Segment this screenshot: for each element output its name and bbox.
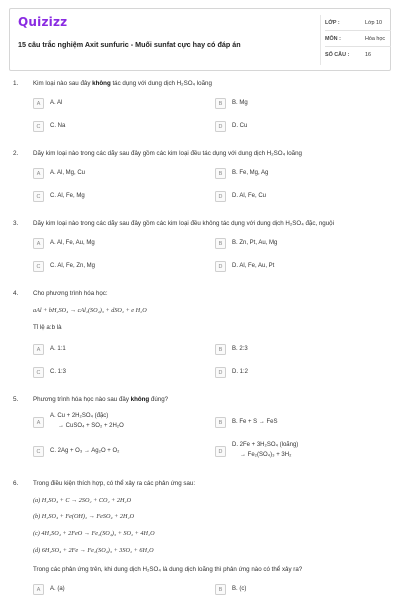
option-letter-box: C bbox=[33, 191, 44, 202]
option-a[interactable] bbox=[33, 98, 183, 111]
meta-label: LỚP : bbox=[325, 20, 340, 26]
option-c[interactable] bbox=[33, 367, 183, 380]
option-letter-box: C bbox=[33, 367, 44, 378]
option-a[interactable] bbox=[33, 584, 183, 597]
option-d[interactable] bbox=[215, 261, 365, 274]
question-text-emphasis: không bbox=[130, 396, 150, 403]
option-text: C. Al, Fe, Mg bbox=[50, 193, 85, 199]
option-c[interactable] bbox=[33, 446, 183, 459]
reaction-b: (b) H₂SO₄ + Fe(OH)₂ → FeSO₄ + 2H₂O bbox=[33, 513, 135, 520]
quizizz-logo: Quizizz bbox=[18, 15, 68, 29]
option-text: D. Al, Fe, Au, Pt bbox=[232, 263, 275, 269]
option-b[interactable] bbox=[215, 238, 365, 251]
reaction-d: (d) 6H₂SO₄ + 2Fe → Fe₂(SO₄)₃ + 3SO₂ + 6H₂O bbox=[33, 547, 154, 554]
header-divider bbox=[320, 15, 321, 65]
meta-label: SỐ CÂU : bbox=[325, 52, 350, 58]
question-number: 3. bbox=[13, 220, 19, 227]
option-letter-box: A bbox=[33, 98, 44, 109]
option-a[interactable] bbox=[33, 238, 183, 251]
option-text: A. 1:1 bbox=[50, 346, 66, 352]
option-a[interactable] bbox=[33, 344, 183, 357]
option-c[interactable] bbox=[33, 121, 183, 134]
option-letter-box: B bbox=[215, 238, 226, 249]
option-letter-box: B bbox=[215, 98, 226, 109]
question-number: 6. bbox=[13, 480, 19, 487]
question-text bbox=[33, 80, 378, 88]
question-text-part: đúng? bbox=[149, 396, 169, 403]
option-text: D. Cu bbox=[232, 123, 248, 129]
option-letter-box: B bbox=[215, 584, 226, 595]
meta-value: 16 bbox=[365, 52, 371, 58]
option-text: D. Al, Fe, Cu bbox=[232, 193, 267, 199]
option-text: B. 2:3 bbox=[232, 346, 248, 352]
option-letter-box: D bbox=[215, 121, 226, 132]
option-c[interactable] bbox=[33, 261, 183, 274]
option-letter-box: C bbox=[33, 261, 44, 272]
question-text-part: tác dụng với dung dịch H₂SO₄ loãng bbox=[110, 80, 212, 87]
reaction-a: (a) H₂SO₄ + C → 2SO₂ + CO₂ + 2H₂O bbox=[33, 497, 132, 504]
question-number: 5. bbox=[13, 396, 19, 403]
option-text: A. Al, Mg, Cu bbox=[50, 170, 86, 176]
question-text: Dãy kim loại nào trong các dãy sau đây gồm các kim loại đều không tác dụng với dung dịch H₂SO₄ đặc, nguội bbox=[33, 220, 334, 227]
question-text: Trong điều kiện thích hợp, có thể xảy ra các phản ứng sau: bbox=[33, 480, 196, 487]
meta-row-subject bbox=[325, 31, 391, 47]
option-letter-box: B bbox=[215, 168, 226, 179]
option-letter-box: D bbox=[215, 367, 226, 378]
option-text-line2: → Fe₂(SO₄)₃ + 3H₂ bbox=[240, 452, 292, 458]
option-text: A. Al bbox=[50, 100, 63, 106]
question-subtext: Tỉ lệ a:b là bbox=[33, 324, 62, 331]
meta-row-count bbox=[325, 47, 391, 63]
option-letter-box: C bbox=[33, 446, 44, 457]
option-a[interactable] bbox=[33, 168, 183, 181]
question-text-part: Kim loại nào sau đây bbox=[33, 80, 93, 87]
question-number: 1. bbox=[13, 80, 19, 87]
option-letter-box: D bbox=[215, 191, 226, 202]
meta-value: Hóa học bbox=[365, 36, 386, 42]
option-d[interactable] bbox=[215, 441, 365, 463]
option-b[interactable] bbox=[215, 584, 365, 597]
question-text bbox=[33, 396, 378, 404]
option-text: B. Fe + S → FeS bbox=[232, 419, 278, 425]
option-d[interactable] bbox=[215, 191, 365, 204]
option-text-line2: → CuSO₄ + SO₂ + 2H₂O bbox=[58, 423, 124, 429]
option-letter-box: A bbox=[33, 168, 44, 179]
question-text-part: Phương trình hóa học nào sau đây bbox=[33, 396, 131, 403]
question-text-emphasis: không bbox=[92, 80, 111, 87]
question-subtext: Trong các phản ứng trên, khi dung dịch H₂SO₄ là dung dịch loãng thì phản ứng nào có thể xảy ra? bbox=[33, 566, 303, 573]
option-letter-box: A bbox=[33, 584, 44, 595]
question-number: 2. bbox=[13, 150, 19, 157]
option-letter-box: D bbox=[215, 446, 226, 457]
option-text: B. Zn, Pt, Au, Mg bbox=[232, 240, 278, 246]
option-b[interactable] bbox=[215, 98, 365, 111]
chemical-equation: aAl + bH₂SO₄ → cAl₂(SO₄)₃ + dSO₂ + e H₂O bbox=[33, 307, 147, 314]
option-letter-box: A bbox=[33, 417, 44, 428]
option-b[interactable] bbox=[215, 344, 365, 357]
meta-value: Lớp 10 bbox=[365, 20, 383, 26]
option-letter-box: B bbox=[215, 344, 226, 355]
option-letter-box: B bbox=[215, 417, 226, 428]
option-letter-box: C bbox=[33, 121, 44, 132]
option-text: C. 2Ag + O₃ → Ag₂O + O₂ bbox=[50, 448, 120, 454]
option-b[interactable] bbox=[215, 417, 365, 430]
worksheet-header bbox=[9, 8, 391, 71]
option-text: B. Mg bbox=[232, 100, 248, 106]
option-text: D. 2Fe + 3H₂SO₄ (loãng) bbox=[232, 442, 299, 448]
option-letter-box: A bbox=[33, 344, 44, 355]
option-text: C. Na bbox=[50, 123, 66, 129]
option-text: A. Al, Fe, Au, Mg bbox=[50, 240, 95, 246]
option-text: C. Al, Fe, Zn, Mg bbox=[50, 263, 96, 269]
option-letter-box: D bbox=[215, 261, 226, 272]
worksheet-meta bbox=[325, 15, 391, 63]
question-text: Dãy kim loại nào trong các dãy sau đây gồm các kim loại đều tác dụng với dung dịch H₂SO₄ loãng bbox=[33, 150, 303, 157]
option-text: D. 1:2 bbox=[232, 369, 249, 375]
question-text: Cho phương trình hóa học: bbox=[33, 290, 108, 297]
option-b[interactable] bbox=[215, 168, 365, 181]
option-c[interactable] bbox=[33, 191, 183, 204]
option-a[interactable] bbox=[33, 412, 183, 434]
reaction-c: (c) 4H₂SO₄ + 2FeO → Fe₂(SO₄)₃ + SO₂ + 4H₂O bbox=[33, 530, 155, 537]
question-number: 4. bbox=[13, 290, 19, 297]
option-text: B. Fe, Mg, Ag bbox=[232, 170, 269, 176]
option-d[interactable] bbox=[215, 367, 365, 380]
option-text: C. 1:3 bbox=[50, 369, 67, 375]
option-text: B. (c) bbox=[232, 586, 247, 592]
meta-label: MÔN : bbox=[325, 36, 341, 42]
option-letter-box: A bbox=[33, 238, 44, 249]
option-text: A. (a) bbox=[50, 586, 65, 592]
meta-row-grade bbox=[325, 15, 391, 31]
option-d[interactable] bbox=[215, 121, 365, 134]
option-text: A. Cu + 2H₂SO₄ (đặc) bbox=[50, 413, 109, 419]
worksheet-title: 15 câu trắc nghiệm Axit sunfuric - Muối sunfat cực hay có đáp án bbox=[18, 40, 241, 49]
